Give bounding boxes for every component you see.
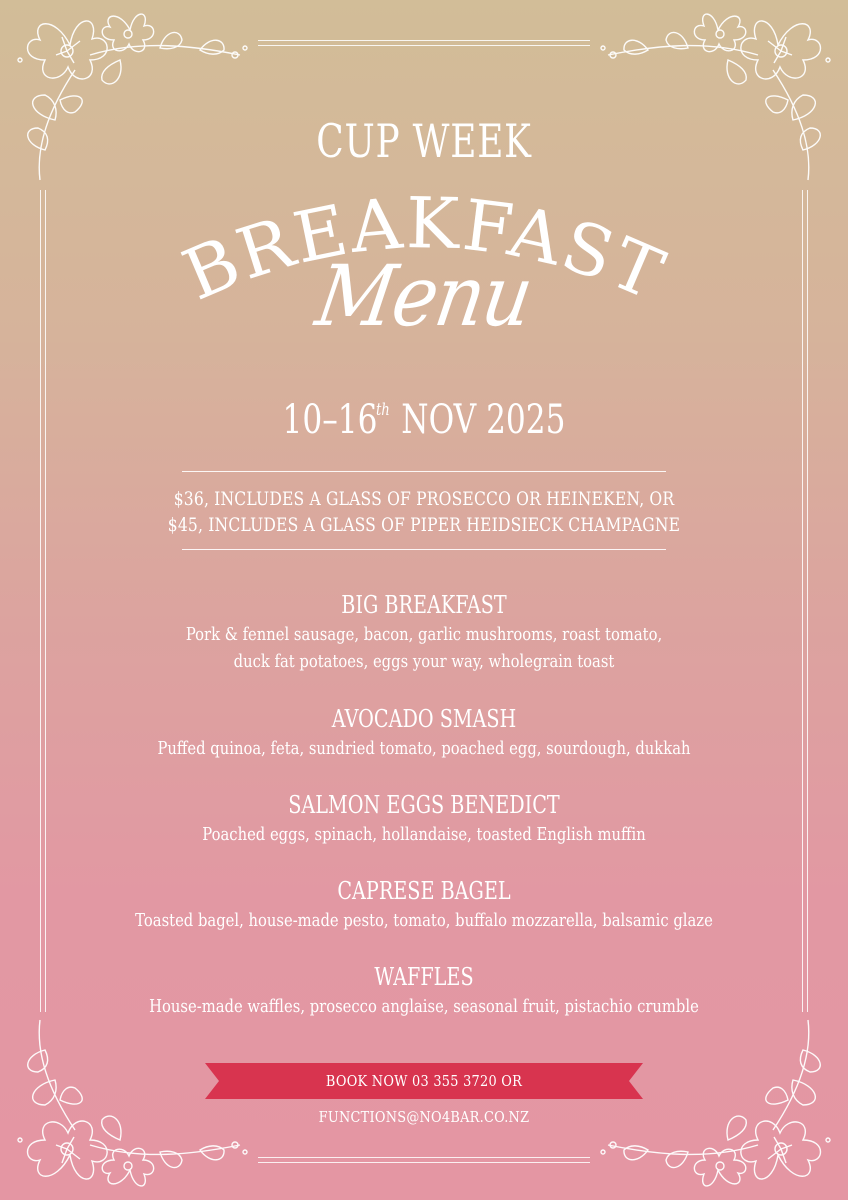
menu-item-description: duck fat potatoes, eggs your way, wholegrain toast — [233, 651, 615, 672]
menu-item-name: AVOCADO SMASH — [331, 705, 517, 733]
frame-bottom-line-inner — [258, 1162, 590, 1163]
floral-icon — [0, 1010, 260, 1200]
event-dates — [93, 386, 754, 444]
menu-item-name: WAFFLES — [374, 963, 474, 991]
frame-right-line-inner — [807, 190, 808, 1012]
breakfast-title-text: BREAKFAST — [171, 182, 676, 317]
booking-contact-link[interactable]: BOOK NOW 03 355 3720 OR FUNCTIONS@NO4BAR.CO.NZ — [318, 1072, 530, 1126]
divider-bottom — [182, 549, 666, 550]
menu-script-title: Menu — [310, 247, 538, 345]
date-suffix: th — [375, 400, 390, 420]
date-month-year: NOV 2025 — [401, 397, 566, 443]
menu-item-name: SALMON EGGS BENEDICT — [288, 791, 560, 819]
menu-item-description: Puffed quinoa, feta, sundried tomato, poached egg, sourdough, dukkah — [157, 738, 691, 759]
event-title: CUP WEEK — [316, 114, 532, 168]
floral-icon — [588, 1010, 848, 1200]
menu-item-description: Pork & fennel sausage, bacon, garlic mushrooms, roast tomato, — [185, 624, 663, 645]
menu-item-description: Toasted bagel, house-made pesto, tomato, buffalo mozzarella, balsamic glaze — [135, 910, 713, 931]
frame-top-line-inner — [258, 45, 590, 46]
menu-item-description: House-made waffles, prosecco anglaise, seasonal fruit, pistachio crumble — [149, 996, 699, 1017]
pricing-line-2: $45, INCLUDES A GLASS OF PIPER HEIDSIECK CHAMPAGNE — [167, 514, 681, 536]
menu-item-name: BIG BREAKFAST — [341, 591, 507, 619]
pricing-line-1: $36, INCLUDES A GLASS OF PROSECCO OR HEINEKEN, OR — [173, 488, 675, 510]
pricing-info — [76, 486, 771, 538]
menu-item-name: CAPRESE BAGEL — [337, 877, 511, 905]
menu-item-description: Poached eggs, spinach, hollandaise, toasted English muffin — [202, 824, 646, 845]
frame-bottom-line — [258, 1157, 590, 1158]
frame-top-line — [258, 40, 590, 41]
divider-top — [182, 471, 666, 472]
date-range: 10–16 — [282, 397, 378, 443]
